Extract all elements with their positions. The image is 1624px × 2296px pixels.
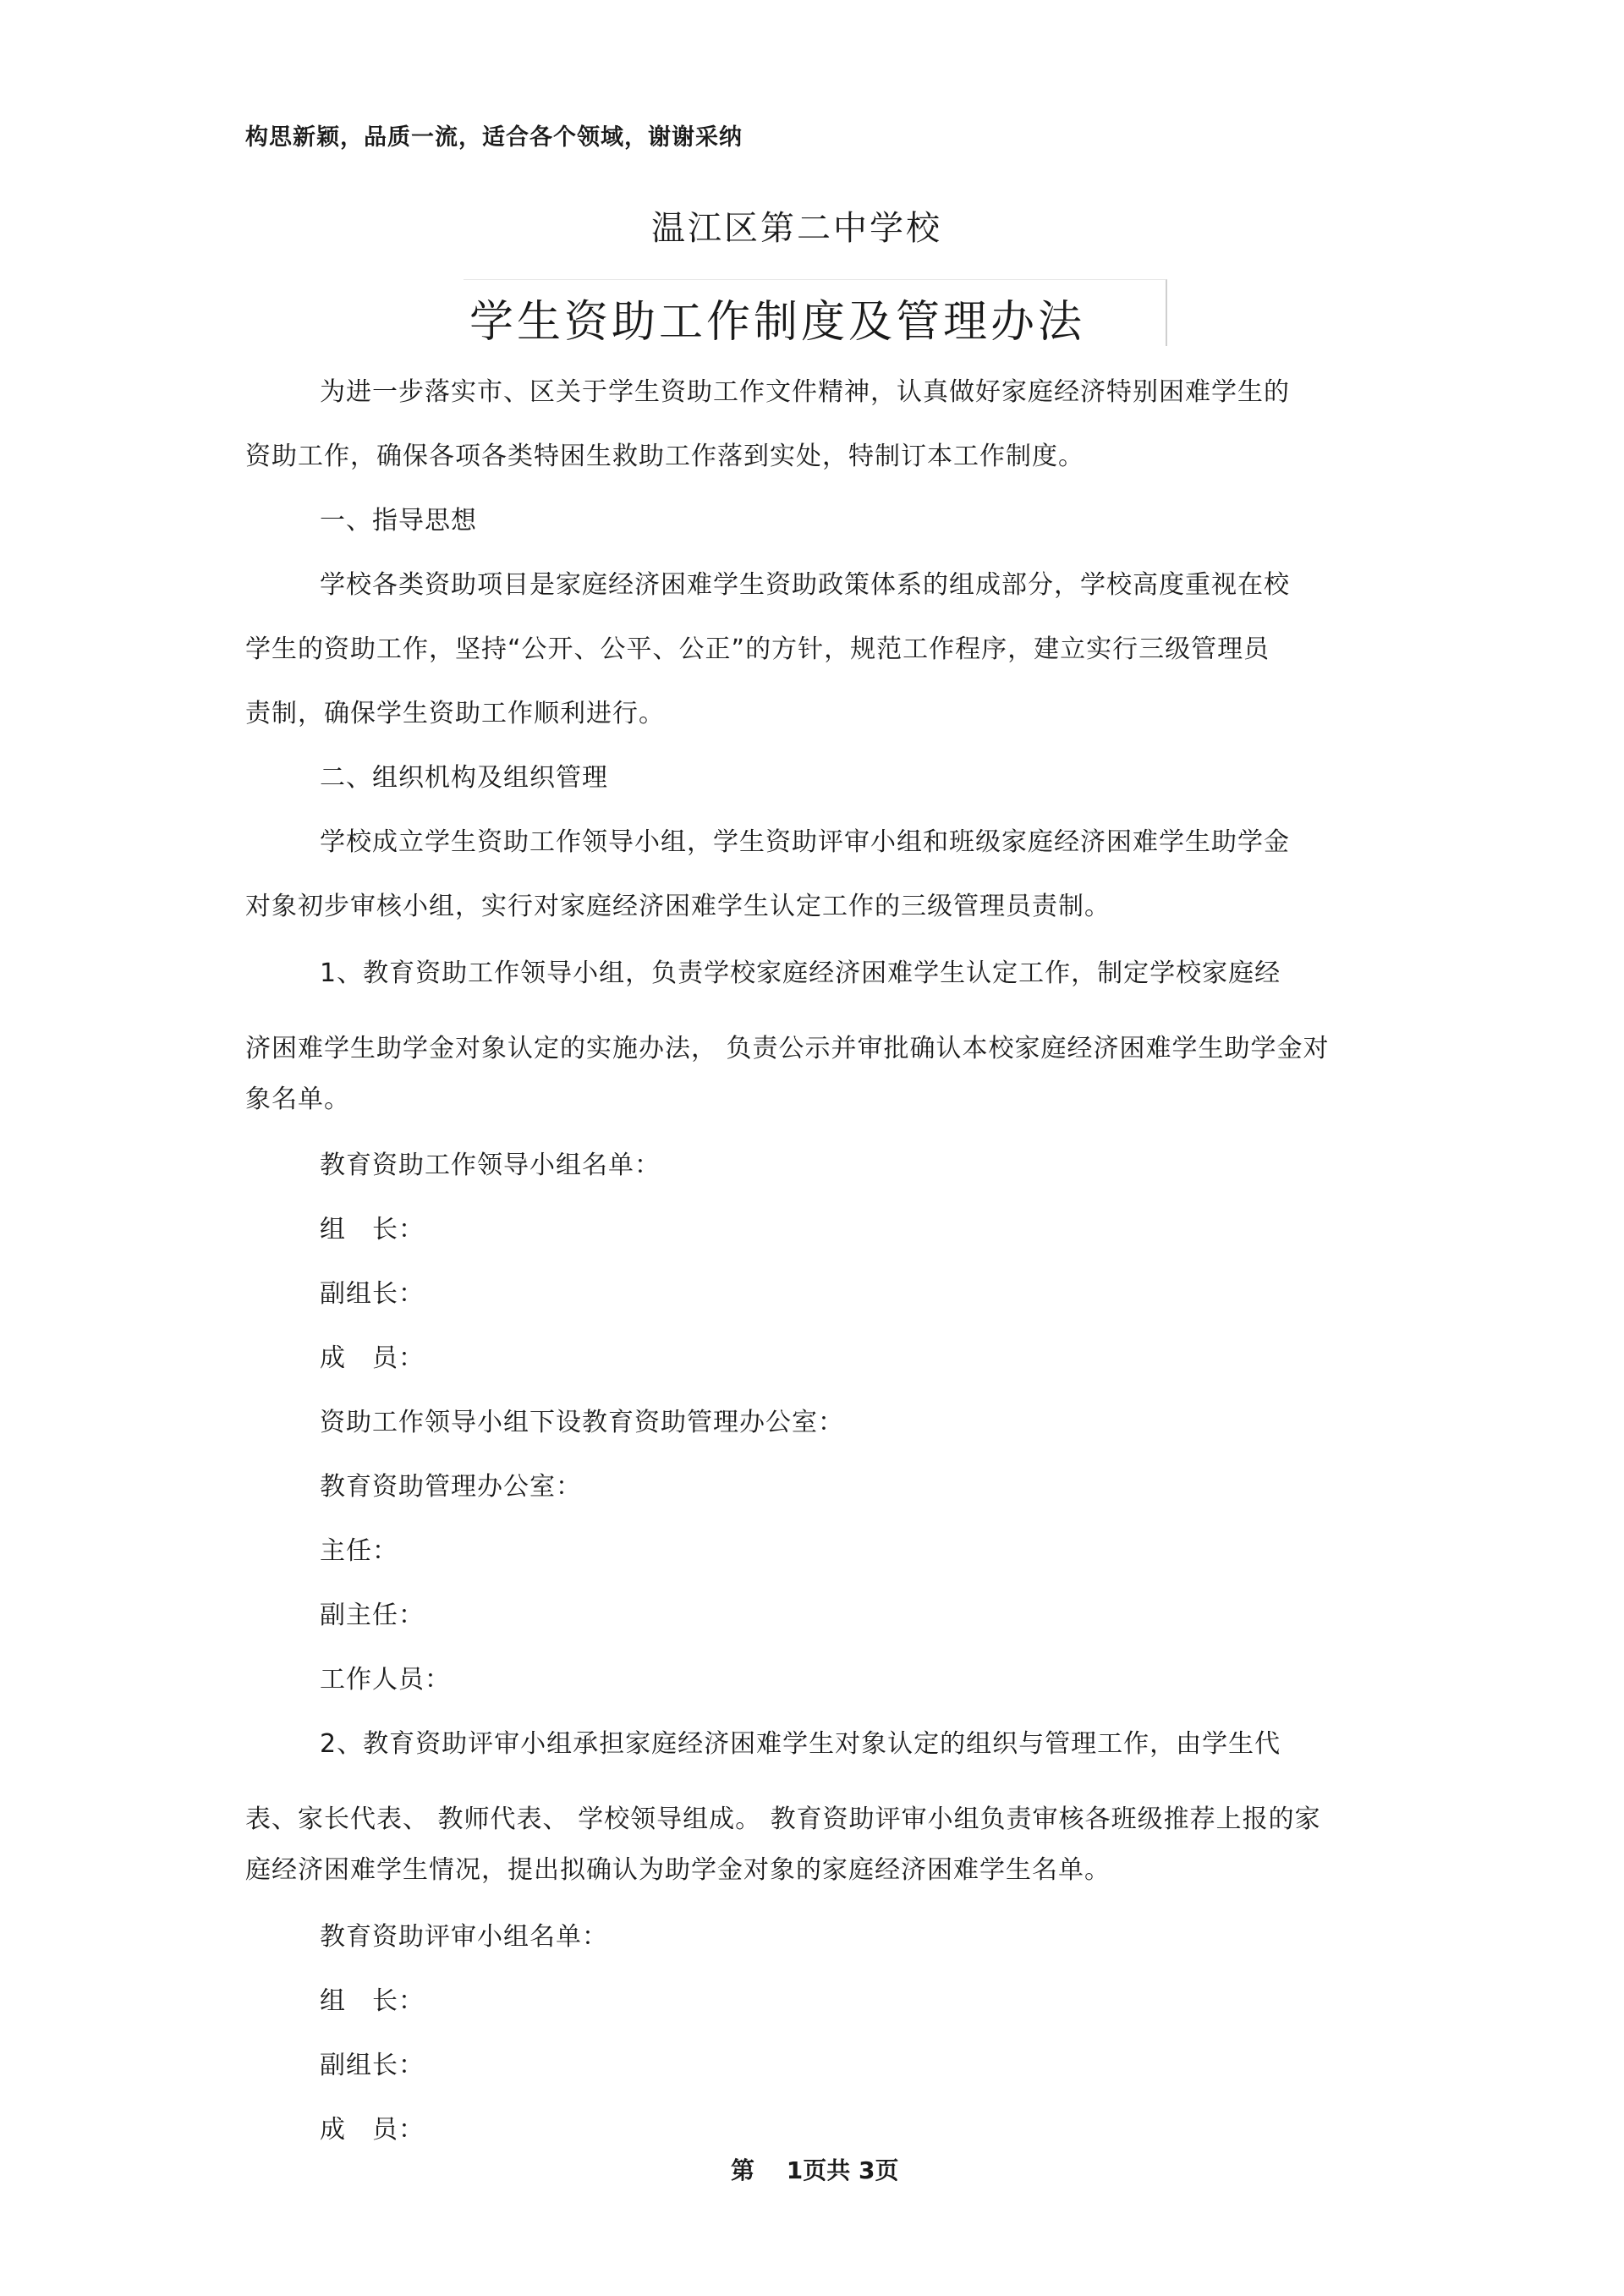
- section1-heading: 一、指导思想: [320, 506, 477, 536]
- page-footer: 第 1页共 3页: [731, 2156, 899, 2184]
- list1-deputy: 副组长：: [320, 1279, 425, 1309]
- office-title: 教育资助管理办公室：: [320, 1472, 582, 1502]
- document-title: 学生资助工作制度及管理办法: [469, 297, 1086, 348]
- office-intro: 资助工作领导小组下设教育资助管理办公室：: [320, 1408, 844, 1437]
- section2-line-2: 对象初步审核小组，实行对家庭经济困难学生认定工作的三级管理员责制。: [245, 892, 1111, 921]
- item2-line-1: 2、教育资助评审小组承担家庭经济困难学生对象认定的组织与管理工作，由学生代: [320, 1729, 1281, 1759]
- section1-line-3: 责制，确保学生资助工作顺利进行。: [245, 699, 665, 728]
- section1-line-2: 学生的资助工作，坚持“公开、公平、公正”的方针，规范工作程序，建立实行三级管理员: [245, 634, 1270, 664]
- section2-line-1: 学校成立学生资助工作领导小组，学生资助评审小组和班级家庭经济困难学生助学金: [320, 827, 1290, 857]
- school-name: 温江区第二中学校: [651, 209, 942, 248]
- office-deputy: 副主任：: [320, 1601, 425, 1630]
- list2-members: 成 员：: [320, 2115, 425, 2145]
- intro-line-2: 资助工作，确保各项各类特困生救助工作落到实处，特制订本工作制度。: [245, 442, 1084, 471]
- office-director: 主任：: [320, 1536, 398, 1566]
- list1-leader: 组 长：: [320, 1215, 425, 1244]
- header-slogan: 构思新颖，品质一流，适合各个领域，谢谢采纳: [245, 124, 743, 151]
- list2-title: 教育资助评审小组名单：: [320, 1922, 608, 1952]
- list1-title: 教育资助工作领导小组名单：: [320, 1151, 661, 1180]
- item1-line-2: 济困难学生助学金对象认定的实施办法， 负责公示并审批确认本校家庭经济困难学生助学金对: [245, 1034, 1330, 1063]
- intro-line-1: 为进一步落实市、区关于学生资助工作文件精神，认真做好家庭经济特别困难学生的: [320, 377, 1290, 407]
- list2-leader: 组 长：: [320, 1986, 425, 2016]
- office-staff: 工作人员：: [320, 1665, 451, 1695]
- item2-line-3: 庭经济困难学生情况，提出拟确认为助学金对象的家庭经济困难学生名单。: [245, 1855, 1111, 1885]
- item1-line-3: 象名单。: [245, 1085, 350, 1114]
- list1-members: 成 员：: [320, 1343, 425, 1373]
- section1-line-1: 学校各类资助项目是家庭经济困难学生资助政策体系的组成部分，学校高度重视在校: [320, 570, 1290, 600]
- item2-line-2: 表、家长代表、 教师代表、 学校领导组成。 教育资助评审小组负责审核各班级推荐上报的家: [245, 1804, 1321, 1834]
- list2-deputy: 副组长：: [320, 2051, 425, 2080]
- item1-line-1: 1、教育资助工作领导小组，负责学校家庭经济困难学生认定工作，制定学校家庭经: [320, 958, 1281, 988]
- section2-heading: 二、组织机构及组织管理: [320, 763, 608, 793]
